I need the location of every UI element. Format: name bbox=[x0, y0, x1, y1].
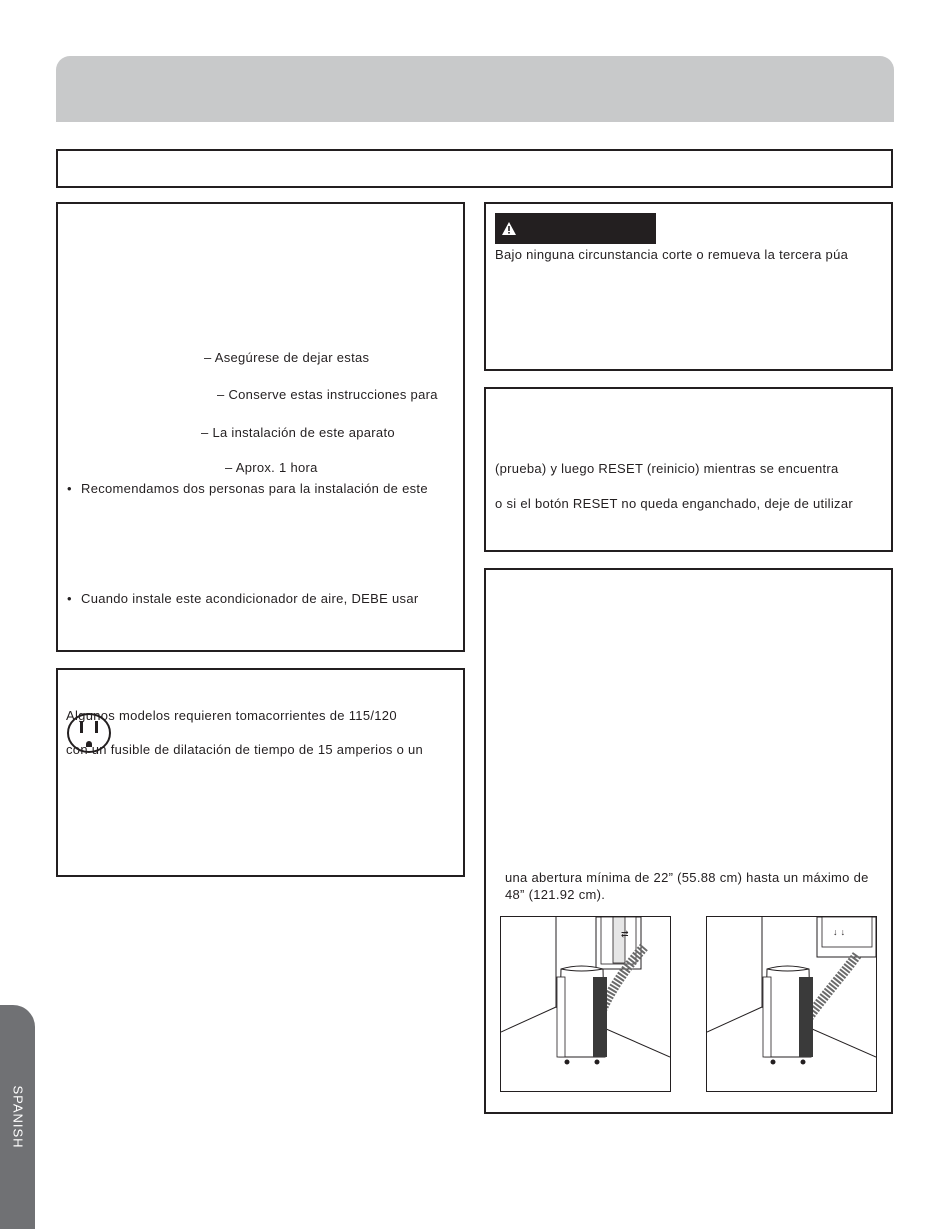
header-bar bbox=[56, 56, 894, 122]
reset-line-1: (prueba) y luego RESET (reinicio) mientras se encuentra bbox=[495, 461, 839, 476]
requirement-line-1: – Asegúrese de dejar estas bbox=[204, 350, 370, 365]
warning-label bbox=[495, 213, 656, 244]
requirement-line-6: Cuando instale este acondicionador de aire, DEBE usar bbox=[81, 591, 419, 606]
reset-line-2: o si el botón RESET no queda enganchado, deje de utilizar bbox=[495, 496, 853, 511]
section-title-box bbox=[56, 149, 893, 188]
window-line-2: 48” (121.92 cm). bbox=[505, 887, 606, 902]
electrical-line-2: con un fusible de dilatación de tiempo de 15 amperios o un bbox=[66, 742, 424, 757]
window-line-1: una abertura mínima de 22” (55.88 cm) hasta un máximo de bbox=[505, 870, 869, 885]
bullet-2: • bbox=[67, 591, 72, 606]
requirement-line-5: Recomendamos dos personas para la instalación de este bbox=[81, 481, 428, 496]
bullet-1: • bbox=[67, 481, 72, 496]
language-side-tab-label: SPANISH bbox=[10, 1085, 26, 1149]
warning-text: Bajo ninguna circunstancia corte o remueva la tercera púa bbox=[495, 247, 849, 262]
vertical-window-illustration bbox=[500, 916, 671, 1092]
requirement-line-3: – La instalación de este aparato bbox=[201, 425, 395, 440]
svg-text:⇄: ⇄ bbox=[621, 929, 629, 939]
requirement-line-4: – Aprox. 1 hora bbox=[225, 460, 318, 475]
svg-text:↓ ↓: ↓ ↓ bbox=[833, 927, 846, 937]
warning-triangle-icon bbox=[502, 222, 516, 235]
electrical-panel bbox=[56, 668, 465, 877]
requirement-line-2: – Conserve estas instrucciones para bbox=[217, 387, 438, 402]
electrical-line-1: Algunos modelos requieren tomacorrientes de 115/120 bbox=[66, 708, 397, 723]
horizontal-window-illustration bbox=[706, 916, 877, 1092]
